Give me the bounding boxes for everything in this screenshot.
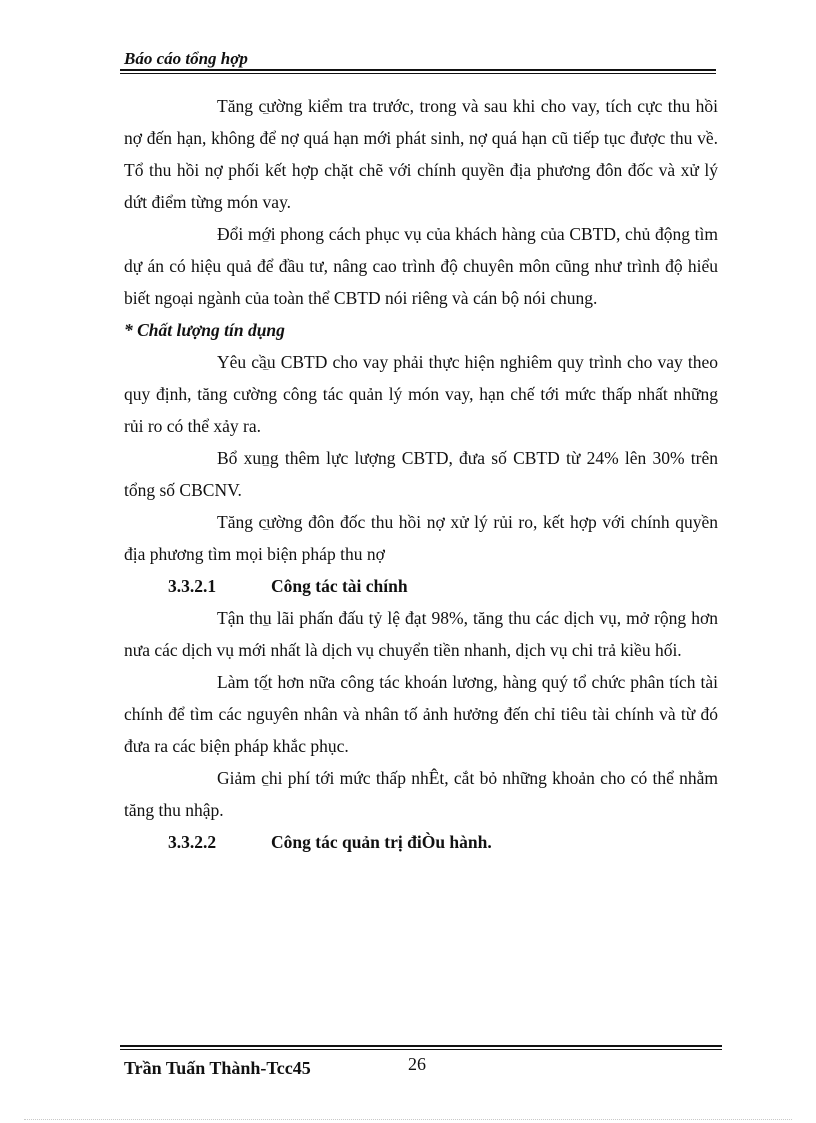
dash-bullet-icon (170, 352, 269, 385)
header-rule-thin (120, 73, 716, 74)
document-body (124, 90, 718, 858)
bullet-paragraph: – Yêu cầu CBTD cho vay phải thực hiện nghiêm quy trình cho vay theo quy định, tăng cường công tác quản lý món vay, hạn chế tới mức thấp nhất những rủi ro có thể xảy ra. (124, 346, 718, 442)
section-heading (124, 570, 718, 602)
dash-bullet-icon (170, 512, 269, 545)
dash-bullet-icon (170, 96, 269, 129)
footer-author: Trần Tuấn Thành-Tcc45 (124, 1058, 311, 1078)
bullet-paragraph: – Đổi mới phong cách phục vụ của khách hàng của CBTD, chủ động tìm dự án có hiệu quả để đầu tư, nâng cao trình độ chuyên môn cũng như trình độ hiểu biết ngoại ngành của toàn thể CBTD nói riêng và cán bộ nói chung. (124, 218, 718, 314)
dash-bullet-icon (170, 608, 269, 641)
page-number: 26 (408, 1054, 426, 1074)
footer-rule (120, 1045, 722, 1047)
section-title: Công tác quản trị điÒu hành. (271, 832, 492, 852)
section-title: Công tác tài chính (271, 576, 408, 596)
bullet-paragraph: – Tăng cường kiểm tra trước, trong và sau khi cho vay, tích cực thu hồi nợ đến hạn, không để nợ quá hạn mới phát sinh, nợ quá hạn cũ tiếp tục được thu về. Tổ thu hồi nợ phối kết hợp chặt chẽ với chính quyền địa phương đôn đốc và xử lý dứt điểm từng món vay. (124, 90, 718, 218)
section-heading (124, 826, 718, 858)
dash-bullet-icon (170, 672, 269, 705)
bullet-paragraph: – Giảm chi phí tới mức thấp nhÊt, cắt bỏ những khoản cho có thể nhằm tăng thu nhập. (124, 762, 718, 826)
bullet-paragraph: – Tăng cường đôn đốc thu hồi nợ xử lý rủi ro, kết hợp với chính quyền địa phương tìm mọi biện pháp thu nợ (124, 506, 718, 570)
header-title: Báo cáo tổng hợp (124, 49, 248, 68)
dash-bullet-icon (170, 768, 269, 801)
bullet-paragraph: – Tận thu lãi phấn đấu tỷ lệ đạt 98%, tăng thu các dịch vụ, mở rộng hơn nưa các dịch vụ mới nhất là dịch vụ chuyển tiền nhanh, dịch vụ chi trả kiều hối. (124, 602, 718, 666)
section-number: 3.3.2.1 (168, 576, 217, 596)
footer-rule-thin (120, 1049, 722, 1050)
bullet-paragraph: – Bổ xung thêm lực lượng CBTD, đưa số CBTD từ 24% lên 30% trên tổng số CBCNV. (124, 442, 718, 506)
page-bottom-dotted-line (24, 1119, 792, 1120)
dash-bullet-icon (170, 224, 269, 257)
dash-bullet-icon (170, 448, 269, 481)
header-rule (120, 69, 716, 71)
section-number: 3.3.2.2 (168, 832, 217, 852)
bullet-paragraph: – Làm tốt hơn nữa công tác khoán lương, hàng quý tổ chức phân tích tài chính để tìm các nguyên nhân và nhân tố ảnh hưởng đến chỉ tiêu tài chính và từ đó đưa ra các biện pháp khắc phục. (124, 666, 718, 762)
subheading: * Chất lượng tín dụng (124, 320, 285, 340)
